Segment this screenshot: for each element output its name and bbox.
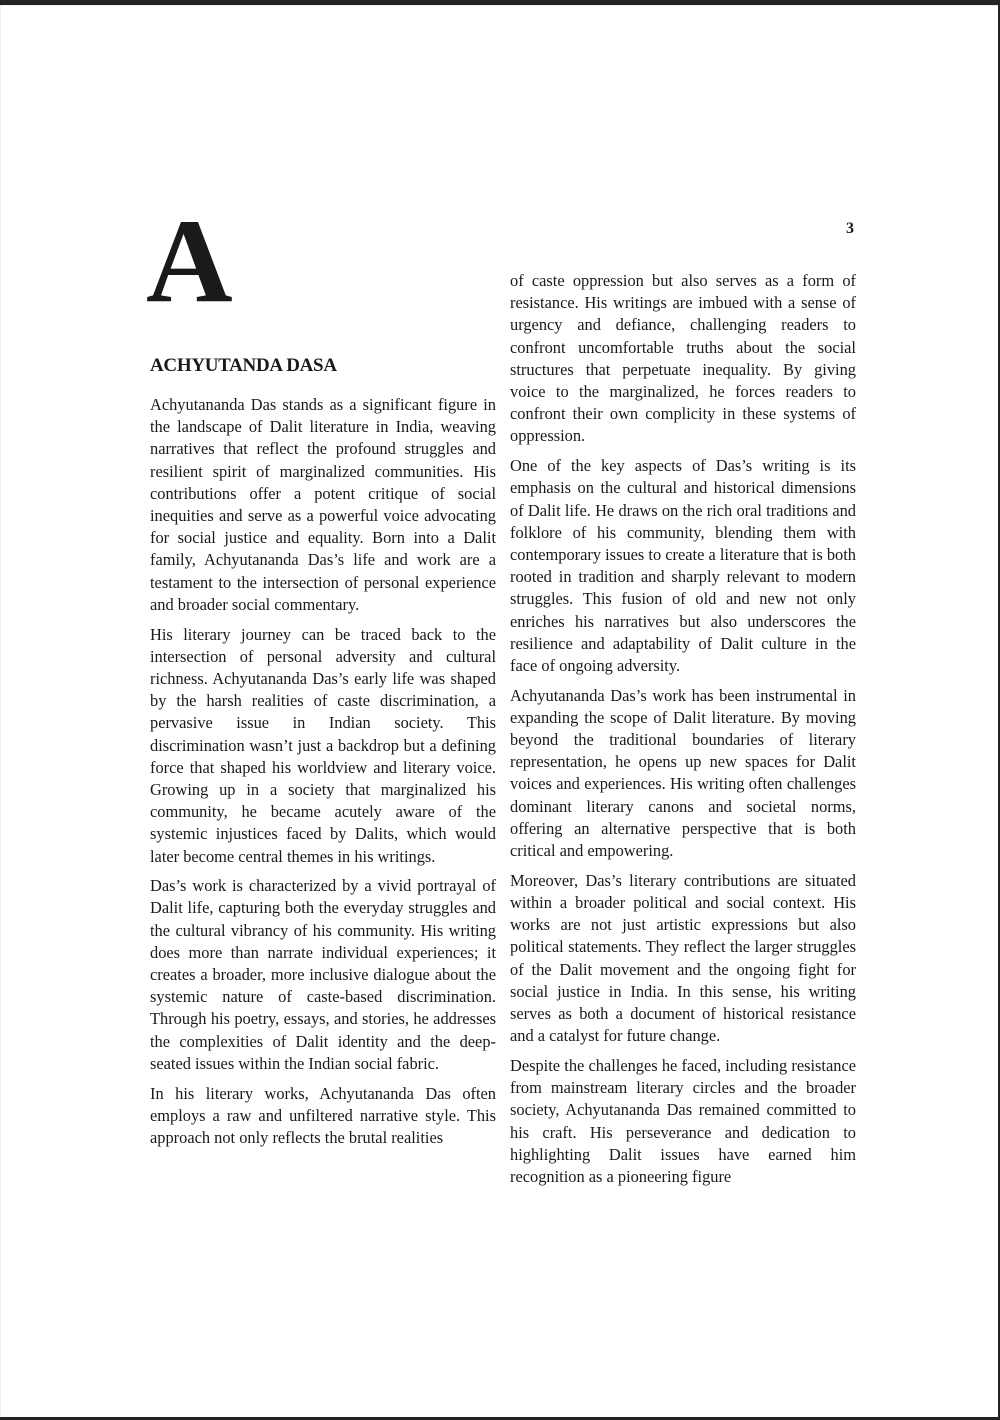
paragraph: Despite the challenges he faced, including resistance from mainstream literary circles and the broader society, Achyutananda Das remained committed to his craft. His perseverance and dedication to highlighting Dalit issues have earned him recognition as a pioneering figure: [510, 1055, 856, 1186]
paragraph: Achyutananda Das stands as a significant figure in the landscape of Dalit literature in India, weaving narratives that reflect the profound struggles and resilient spirit of marginalized communities. His contributions offer a potent critique of social inequities and serve as a powerful voice advocating for social justice and equality. Born into a Dalit family, Achyutananda Das’s life and work are a testament to the intersection of personal experience and broader social commentary.: [150, 395, 496, 614]
paragraph: Achyutananda Das’s work has been instrumental in expanding the scope of Dalit literature. By moving beyond the traditional boundaries of literary representation, he opens up new spaces for Dalit voices and experiences. His writing often challenges dominant literary canons and societal norms, offering an alternative perspective that is both critical and empowering.: [510, 685, 856, 861]
entry-title: ACHYUTANDA DASA: [150, 355, 337, 376]
right-column: [510, 270, 856, 1196]
section-letter: A: [146, 194, 231, 327]
page-number: 3: [846, 220, 854, 237]
paragraph: Das’s work is characterized by a vivid portrayal of Dalit life, capturing both the everyday struggles and the cultural vibrancy of his community. His writing does more than narrate individual experiences; it creates a broader, more inclusive dialogue about the systemic nature of caste-based discrimination. Through his poetry, essays, and stories, he addresses the complexities of Dalit identity and the deep-seated issues within the Indian social fabric.: [150, 876, 496, 1073]
paragraph: Moreover, Das’s literary contributions are situated within a broader political and social context. His works are not just artistic expressions but also political statements. They reflect the larger struggles of the Dalit movement and the ongoing fight for social justice in India. In this sense, his writing serves as both a document of historical resistance and a catalyst for future change.: [510, 870, 856, 1046]
document-page: [0, 5, 998, 1417]
left-column: [150, 394, 496, 1157]
paragraph: In his literary works, Achyutananda Das often employs a raw and unfiltered narrative style. This approach not only reflects the brutal realities: [150, 1083, 496, 1147]
paragraph: One of the key aspects of Das’s writing is its emphasis on the cultural and historical dimensions of Dalit life. He draws on the rich oral traditions and folklore of his community, blending them with contemporary issues to create a literature that is both rooted in tradition and sharply relevant to modern struggles. This fusion of old and new not only enriches his narratives but also underscores the resilience and adaptability of Dalit culture in the face of ongoing adversity.: [510, 456, 856, 675]
paragraph: of caste oppression but also serves as a form of resistance. His writings are imbued with a sense of urgency and defiance, challenging readers to confront uncomfortable truths about the social structures that perpetuate inequality. By giving voice to the marginalized, he forces readers to confront their own complicity in these systems of oppression.: [510, 271, 856, 446]
paragraph: His literary journey can be traced back to the intersection of personal adversity and cultural richness. Achyutananda Das’s early life was shaped by the harsh realities of caste discrimination, a pervasive issue in Indian society. This discrimination wasn’t just a backdrop but a defining force that shaped his worldview and literary voice. Growing up in a society that marginalized his community, he became acutely aware of the systemic injustices faced by Dalits, which would later become central themes in his writings.: [150, 624, 496, 866]
